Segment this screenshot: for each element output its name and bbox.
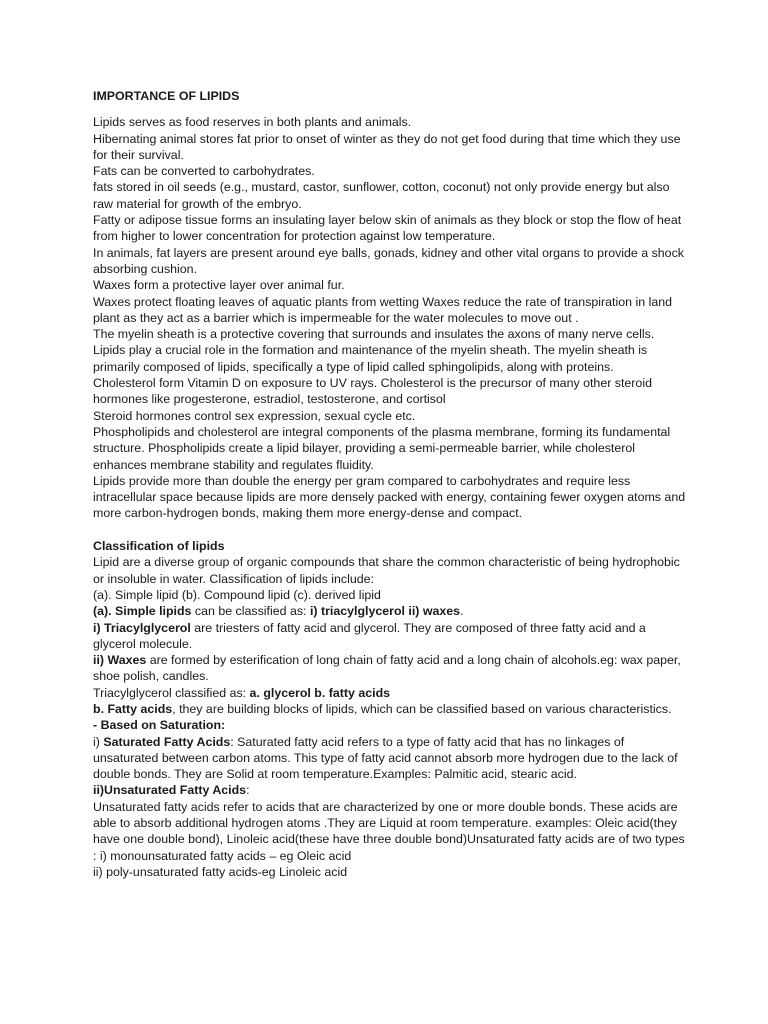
polyunsaturated-paragraph: ii) poly-unsaturated fatty acids-eg Linoleic acid (93, 864, 348, 879)
saturation-heading: - Based on Saturation: (93, 718, 226, 733)
document-title: IMPORTANCE OF LIPIDS (93, 89, 240, 103)
importance-paragraph-cushion: In animals, fat layers are present around eye balls, gonads, kidney and other vital organs to provide a shock absorbing cushion. (93, 245, 684, 276)
simple-lipids-text: can be classified as: (191, 604, 310, 619)
unsaturated-label: ii)Unsaturated Fatty Acids (93, 783, 247, 798)
unsaturated-heading (93, 782, 688, 798)
waxes-label: ii) Waxes (93, 653, 147, 668)
unsaturated-colon: : (246, 783, 250, 798)
simple-lipids-end: . (460, 604, 464, 619)
triacylglycerol-classification-text: Triacylglycerol classified as: (93, 685, 250, 700)
importance-section (93, 114, 688, 521)
importance-paragraph-insulation: Fatty or adipose tissue forms an insulating layer below skin of animals as they block or stop the flow of heat from higher to lower concentration for protection against low temperature. (93, 213, 682, 244)
importance-paragraph-wax-fur: Waxes form a protective layer over animal fur. (93, 278, 345, 293)
fatty-acids-paragraph (93, 701, 688, 717)
classification-heading: Classification of lipids (93, 539, 225, 554)
importance-paragraph-carbohydrates: Fats can be converted to carbohydrates. (93, 164, 315, 179)
classification-intro: Lipid are a diverse group of organic compounds that share the common characteristic of being hydrophobic or insoluble in water. Classification of lipids include: (93, 555, 680, 586)
importance-paragraph-food-reserves: Lipids serves as food reserves in both plants and animals. (93, 115, 412, 130)
classification-types: (a). Simple lipid (b). Compound lipid (c). derived lipid (93, 587, 381, 602)
triacylglycerol-label: i) Triacylglycerol (93, 620, 191, 635)
importance-paragraph-steroid: Steroid hormones control sex expression, sexual cycle etc. (93, 408, 416, 423)
unsaturated-paragraph: Unsaturated fatty acids refer to acids that are characterized by one or more double bonds. These acids are able to absorb additional hydrogen atoms .They are Liquid at room temperature. examples: Oleic acid(they have one double bond), Linoleic acid(these have three double bond)Unsaturated fatty acids are of two types : i) monounsaturated fatty acids – eg Oleic acid (93, 799, 685, 863)
importance-paragraph-membrane: Phospholipids and cholesterol are integral components of the plasma membrane, forming its fundamental structure. Phospholipids create a lipid bilayer, providing a semi-permeable barrier, while cholesterol enhances membrane stability and regulates fluidity. (93, 424, 671, 472)
importance-paragraph-cholesterol: Cholesterol form Vitamin D on exposure to UV rays. Cholesterol is the precursor of many other steroid hormones like progesterone, estradiol, testosterone, and cortisol (93, 376, 652, 407)
saturated-label: Saturated Fatty Acids (103, 734, 231, 749)
saturated-paragraph (93, 734, 688, 783)
section-spacer (93, 522, 688, 538)
importance-paragraph-oil-seeds: fats stored in oil seeds (e.g., mustard, castor, sunflower, cotton, coconut) not only provide energy but also raw material for growth of the embryo. (93, 180, 670, 211)
triacylglycerol-classification (93, 685, 688, 701)
importance-paragraph-energy: Lipids provide more than double the energy per gram compared to carbohydrates and require less intracellular space because lipids are more densely packed with energy, containing fewer oxygen atoms and more carbon-hydrogen bonds, making them more energy-dense and compact. (93, 473, 686, 521)
fatty-acids-text: , they are building blocks of lipids, which can be classified based on various characteristics. (172, 701, 672, 716)
triacylglycerol-paragraph (93, 620, 688, 653)
saturated-text: : Saturated fatty acid refers to a type of fatty acid that has no linkages of unsaturated between carbon atoms. This type of fatty acid cannot absorb more hydrogen due to the lack of double bonds. They are Solid at room temperature.Examples: Palmitic acid, stearic acid. (93, 734, 678, 782)
triacylglycerol-text: are triesters of fatty acid and glycerol. They are composed of three fatty acid and a glycerol molecule. (93, 620, 646, 651)
simple-lipids-types: i) triacylglycerol ii) waxes (309, 604, 461, 619)
simple-lipids-label: (a). Simple lipids (93, 604, 192, 619)
importance-paragraph-hibernation: Hibernating animal stores fat prior to onset of winter as they do not get food during that time which they use for their survival. (93, 131, 681, 162)
fatty-acids-label: b. Fatty acids (93, 701, 173, 716)
waxes-paragraph (93, 652, 688, 685)
classification-section (93, 538, 688, 880)
triacylglycerol-classification-types: a. glycerol b. fatty acids (249, 685, 391, 700)
importance-paragraph-myelin: The myelin sheath is a protective covering that surrounds and insulates the axons of many nerve cells. Lipids play a crucial role in the formation and maintenance of the myelin sheath. The myelin sheath is primarily composed of lipids, specifically a type of lipid called sphingolipids, along with proteins. (93, 327, 655, 374)
importance-paragraph-wax-leaves: Waxes protect floating leaves of aquatic plants from wetting Waxes reduce the rate of transpiration in land plant as they act as a barrier which is impermeable for the water molecules to move out . (93, 294, 672, 325)
waxes-text: are formed by esterification of long chain of fatty acid and a long chain of alcohols.eg: wax paper, shoe polish, candles. (93, 653, 681, 684)
saturated-prefix: i) (93, 734, 104, 749)
simple-lipids-paragraph (93, 603, 688, 619)
